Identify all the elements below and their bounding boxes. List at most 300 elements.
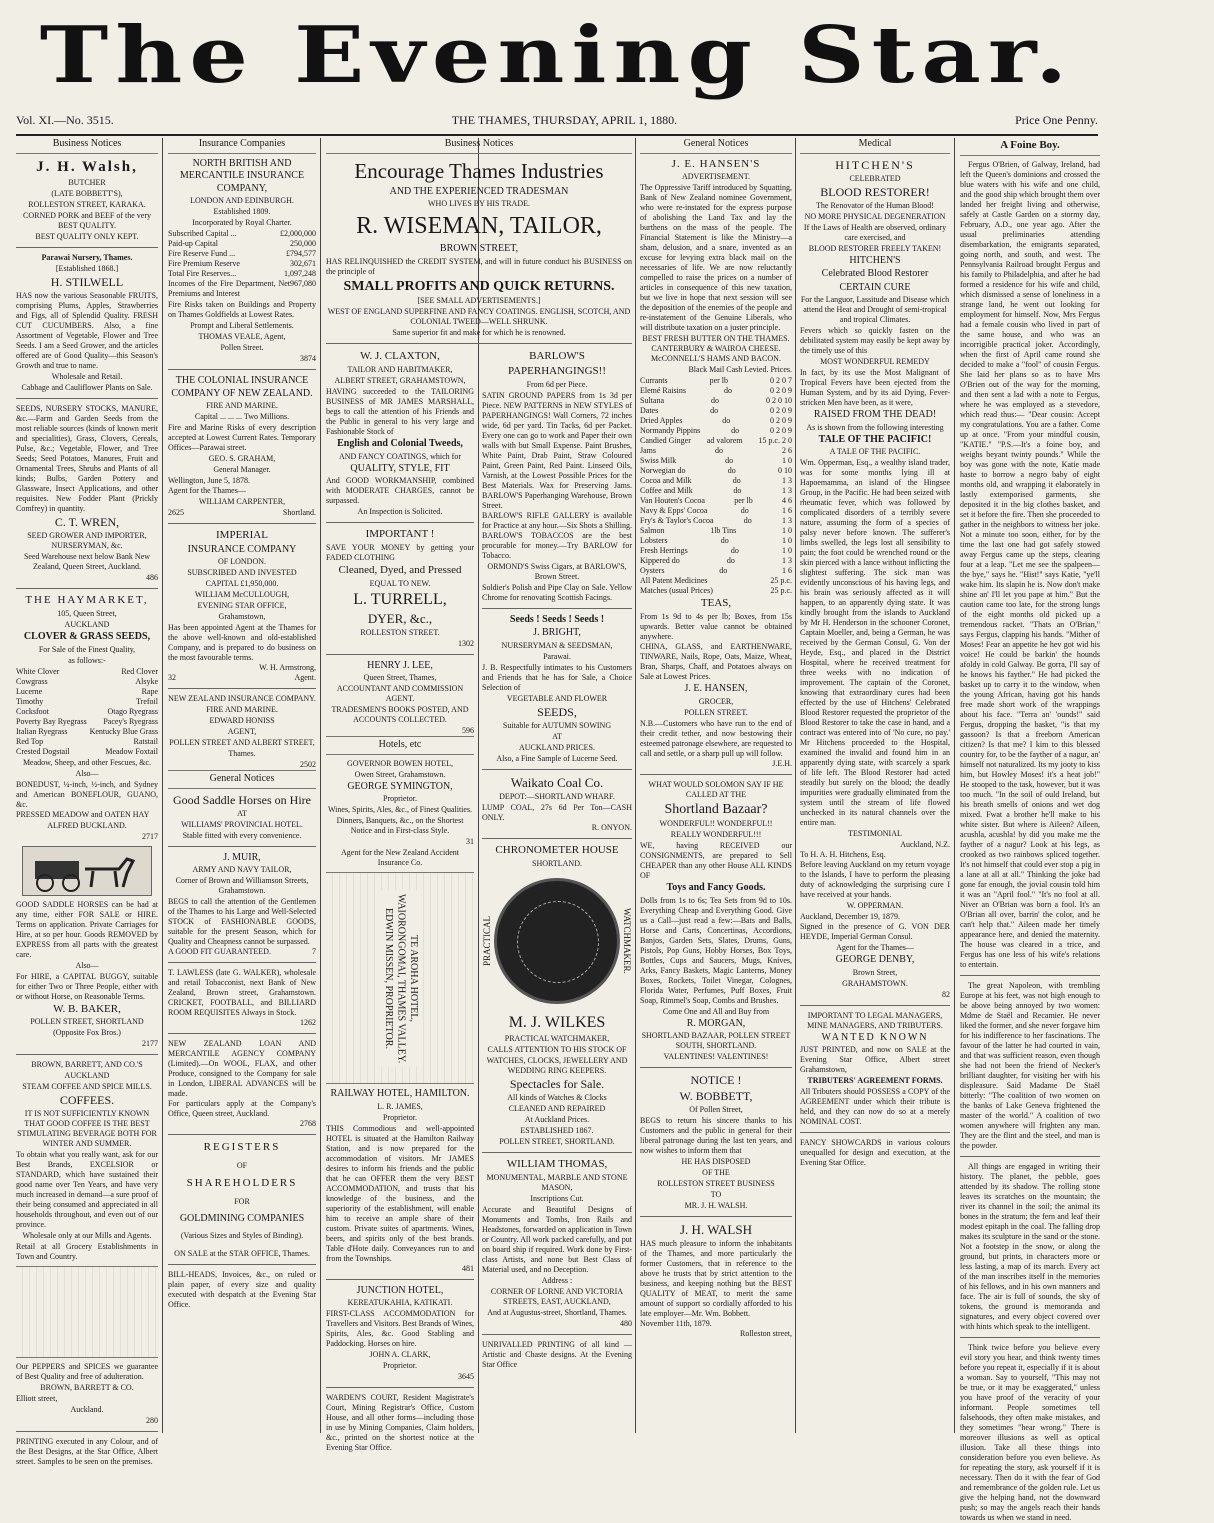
price-row-cell: do — [743, 516, 752, 526]
ad-number: 481 — [462, 1263, 474, 1273]
ad-number: 596 — [462, 726, 474, 736]
seed-row — [16, 697, 158, 707]
price-row — [640, 576, 792, 586]
rotated-ad — [377, 890, 423, 1067]
ad-footer — [168, 673, 316, 683]
watch-row — [482, 870, 632, 1012]
ad-heading: R. MORGAN, — [686, 1017, 746, 1029]
ad-text: POLLEN STREET. — [684, 707, 748, 717]
ad-text: AGENT, — [227, 727, 257, 737]
ad-text: HAVING succeeded to the TAILORING BUSINESS of MR JAMES MARSHALL, begs to call the attention of his Friends and the Public in general to his very large and Fashionable Stock of — [326, 387, 474, 436]
ad-heading: BLOOD RESTORER! — [820, 184, 930, 199]
price-row-cell: Fry's & Taylor's Cocoa — [640, 516, 714, 526]
ad-number: 480 — [620, 1318, 632, 1328]
ad-text: FIRST-CLASS ACCOMMODATION for Travellers and Visitors. Best Brands of Wines, Spirits, Ales, &c. Good Stabling and Paddocking. Horses on hire. — [326, 1309, 474, 1349]
ad-number: 7 — [312, 947, 316, 957]
divider — [800, 1005, 950, 1006]
ad-text: ADVERTISEMENT. — [681, 172, 751, 182]
ad-text: TO — [710, 1190, 722, 1199]
ad-text: BARLOW'S TOBACCOS are the best procurable for money.—Try BARLOW for Tobacco. — [482, 530, 632, 560]
price-row-cell: 1 0 — [781, 456, 792, 466]
ad-text: TAILOR AND HABITMAKER, — [347, 365, 453, 374]
article-title: A Foine Boy. — [960, 139, 1100, 156]
ad-heading: Good Saddle Horses on Hire — [173, 792, 311, 807]
price-row-cell: 0 10 — [777, 466, 792, 476]
ad-text: ROLLESTON STREET BUSINESS — [657, 1179, 775, 1188]
section-heading: Hotels, etc — [326, 736, 474, 755]
price-row-cell: per lb — [734, 496, 753, 506]
ad-text: W. H. Armstrong, — [259, 663, 316, 673]
seed-row-cell: White Clover — [16, 666, 60, 676]
price-row — [640, 526, 792, 536]
ad-heading: GOLDMINING COMPANIES — [179, 1212, 305, 1224]
seed-row — [16, 707, 158, 717]
price-row-cell: 2 6 — [782, 446, 792, 456]
ad-text: SUBSCRIBED AND INVESTED — [187, 568, 297, 578]
ad-text: CORNER OF LORNE AND VICTORIA STREETS, EAST, AUCKLAND, — [490, 1286, 624, 1306]
ad-text: Brown Street, — [852, 967, 898, 977]
ad-footer — [168, 508, 316, 518]
column-7 — [960, 138, 1100, 1522]
ad-text: PRACTICAL WATCHMAKER, — [504, 1033, 610, 1043]
ad-text: AT — [237, 808, 247, 818]
ad-text: Agent for the Thames— — [168, 486, 246, 495]
ad-text: Elliott street, — [16, 1394, 58, 1404]
price-row-cell: Lobsters — [640, 536, 668, 546]
column-6 — [800, 138, 950, 1433]
column-rule — [162, 138, 163, 1433]
price-row — [640, 476, 792, 486]
price-row-cell: Currants — [640, 376, 668, 386]
ad-number: 2717 — [142, 831, 158, 841]
price-row — [640, 416, 792, 426]
ad-heading: BARLOW'S — [529, 350, 585, 363]
ad-text: OF THE — [702, 1168, 730, 1177]
divider — [482, 838, 632, 839]
article-text: Fergus O'Brien, of Galway, Ireland, had left the Queen's dominions and crossed the blue waters with his wife and one child, and the good ship which brought them over landed her freight living and otherwise, safely at Castle Garden on a stormy day, February, A.D., one year ago. After the usual preliminaries attending disembarkation, the emigrants separated, going north, and south, and west. The Pennsylvania Railroad brought Fergus and his family to Philadelphia, and after he had formed a residence for his wife and child, which dismissed a sense of loneliness in a strange land, he went out looking for employment for himself. Now, Mrs Fergus had a female cousin who lived in part of the same house, and who was an incorrigible practical joker. Accordingly, when the first of April came round she decided to make a "fool" of cousin Fergus. She laid her plans so as to have Mrs O'Brien out of the way for the morning, and then sent a lad with a note to Fergus, where he was employed as a stevedore, which read thus:— "Dear cousin: Accept my congratulations. You are a father. Come up at once. "From your mindful cousin, "KATIE." "P.S.—It's a foine boy, and weighs beyant twinty pounds." While the boy was gone with the note, Katie made haste to borrow a negro baby of eight months old, and wrapping it elaborately in lastly extemporised garments, she deposited it in the big clothes basket, and set it before the fire. Then she proceeded to gather in the neighbors to witness her joke. Not a minute too soon, either, for by the time the last one had got safely stowed away Fergus came up the steps, clearing four at a leap. "Let me see the spalpeen—the bye," says he. "Hist!" says Katie, "ye'll wake him. Its slapin he is. Now don't make shine an' I'll let you pape at him." But the caution came too late, for the strong lungs of the eight months old picked up a tremendous racket. "Thats an O'Brian," says Fergus, clapping his hands. "Mither of Moses! Fear an appetite he hev got wid his voice! He could be barkin' the hounds afoldy in cold Galway. Be gorra, I'll say of he knows his fayther." He had picked the basket up to carry it to the window, when the young African, having got his hands free made short work of the wrappings about his face. "Terra an' 'ounds!" said Fergus, dropping the basket, "is that my gassoon? Is that a freeborn American citizen? Is that me? I kim to this blessed country for, to be the fayther of a nagur, an' himself not naturalized. Its my jooty to kiss him, but Howley Moses! it's a heat job!" He stooped to the task, however, but it was too much. "In the soil of ould Ireland, but his breath smells of onions and wet dog mixed. Fwat a brother he'll make to his white sister. But where is Aileen? Aileen, acushla, acushla! by did you make me the fayther of a nagur? Look at his legs, as crooked as two rainbows spliced together. It's not himself that could ever stop a pig in a lane at all at all." Thinking the joke had gone far enough, the jovial cousin told him it was an "April fool." "It's no fool at all. Niver an O'Brian was born a fool. It's an O'Brian all over, barrin' the color, and he can't help that." Aileen made her timely appearance here, and denied the maternity. The house was cleared in a trice, and Fergus has one less of his wife's relations to entertain. — [960, 159, 1100, 969]
price-row-cell: Cocoa and Milk — [640, 476, 692, 486]
ad-number: 32 — [168, 673, 176, 683]
price-row-cell: do — [710, 406, 719, 416]
ad-text: WILLIAM CARPENTER, — [198, 497, 286, 506]
price-row-cell: Fresh Herrings — [640, 546, 688, 556]
ad-text: EDWARD HONISS — [209, 716, 275, 726]
ad-text: CELEBRATED — [849, 173, 901, 183]
ad-text: Also— — [75, 768, 99, 778]
price-row-cell: 0 2 0 9 — [769, 426, 792, 436]
ad-text: All kinds of Watches & Clocks — [507, 1092, 607, 1102]
capital-row-cell: Incomes of the Fire Department, Net Premiums and Interest — [168, 279, 290, 298]
ad-heading: Toys and Fancy Goods. — [666, 882, 766, 893]
price-row-cell: 1 3 — [781, 476, 792, 486]
ad-heading: J. E. HANSEN'S — [671, 157, 761, 170]
ad-heading: Seeds ! Seeds ! Seeds ! — [509, 613, 605, 625]
ad-text: EQUAL TO NEW. — [369, 578, 431, 588]
section-heading: Medical — [800, 138, 950, 154]
price-row-cell: Coffee and Milk — [640, 486, 693, 496]
column-5 — [640, 138, 792, 1433]
ad-number: 280 — [146, 1416, 158, 1426]
ad-text: Dolls from 1s to 6s; Tea Sets from 9d to 10s. Everything Cheap and Everything Good. Give us a Call—just read a few:—Bats and Balls, Horse and Carts, Concertinas, Accordions, Banjos, Garden Sets, Slates, Drums, Guns, Pistols, Pop Guns, Hobby Horses, Box Toys, Bottles, Cups and Saucers, Mugs, Knives, Arks, Fancy Baskets, Magic Lanterns, Money Boxes, Rockets, Toilet Vinegar, Colognes, Florida Water, Perfumes, Puff Boxes, Fruit Soap, Rimmel's Soap, Combs and Brushes. — [640, 895, 792, 1005]
ad-text: R. ONYON. — [591, 823, 632, 832]
capital-row-cell: Total Fire Reserves... — [168, 269, 237, 278]
capital-row-cell: £2,000,000 — [280, 229, 316, 238]
ad-heading: IMPERIAL — [216, 529, 268, 541]
seed-row-cell: Timothy — [16, 696, 44, 706]
ad-text: Auckland, December 19, 1879. — [800, 912, 900, 921]
seed-row-cell: Cocksfoot — [16, 706, 49, 716]
ad-text: HAS RELINQUISHED the CREDIT SYSTEM, and will in future conduct his BUSINESS on the principle of — [326, 256, 632, 276]
ad-heading: J. E. HANSEN, — [684, 683, 748, 694]
ad-heading: THE HAYMARKET, — [25, 594, 149, 607]
divider — [16, 1054, 158, 1055]
ad-text: ORMOND'S Swiss Cigars, at BARLOW'S, Brown Street. — [487, 561, 627, 581]
ad-text: STEAM COFFEE AND SPICE MILLS. — [22, 1082, 152, 1092]
price-row-cell: do — [724, 386, 732, 396]
ad-heading: Encourage Thames Industries — [354, 158, 604, 183]
price-row-cell: 1 6 — [781, 566, 792, 576]
price-row-cell: 0 2 0 9 — [770, 416, 792, 426]
ad-text: ROLLESTON STREET, KARAKA. — [28, 200, 146, 210]
ad-number: 1262 — [300, 1018, 316, 1028]
ad-text: AUCKLAND — [64, 1071, 110, 1081]
price-row-cell: do — [719, 566, 728, 576]
ad-heading: GEORGE DENBY, — [835, 954, 915, 965]
ad-heading: J. MUIR, — [223, 851, 261, 863]
divider — [960, 975, 1100, 976]
ad-text: SHORTLAND. — [532, 858, 582, 868]
ad-text: AUCKLAND — [64, 620, 110, 629]
ad-number: 3874 — [300, 354, 316, 363]
price-row-cell: do — [726, 556, 735, 566]
ad-text: Wines, Spirits, Ales, &c., of Finest Qualities. — [327, 805, 473, 815]
divider — [16, 588, 158, 589]
price-row-cell: 1 3 — [781, 516, 792, 526]
ad-text: IT IS NOT SUFFICIENTLY KNOWN THAT GOOD COFFEE IS THE BEST STIMULATING BEVERAGE BOTH FOR WINTER AND SUMMER. — [17, 1109, 157, 1149]
ad-heading: Waikato Coal Co. — [510, 774, 604, 790]
ad-text: PRACTICAL — [482, 915, 492, 966]
price-row-cell: Dates — [640, 406, 659, 416]
ad-text: November 11th, 1879. — [640, 1319, 712, 1329]
ad-heading: SEEDS, — [537, 704, 577, 719]
column-rule — [795, 138, 796, 1433]
ad-text: [SEE SMALL ADVERTISEMENTS.] — [417, 296, 541, 306]
ad-text: Stable fitted with every convenience. — [182, 830, 302, 840]
divider — [168, 962, 316, 963]
ad-heading: SMALL PROFITS AND QUICK RETURNS. — [343, 278, 615, 294]
ad-text: VEGETABLE AND FLOWER — [506, 693, 608, 703]
ad-text: BARLOW'S RIFLE GALLERY is available for Practice at any hour.—Six Shots a Shilling. — [482, 510, 632, 530]
ad-text: Seed Warehouse next below Bank New Zealand, Queen Street, Auckland. — [23, 552, 151, 572]
price-row — [640, 536, 792, 546]
ad-text: Agent for the New Zealand Accident Insurance Co. — [341, 848, 459, 868]
ad-text: JUST PRINTED, and now on SALE at the Evening Star Office, Albert street Grahamstown, — [800, 1045, 950, 1074]
ad-text: (Opposite Fox Bros.) — [53, 1028, 121, 1038]
ad-text: Come One and All and Buy from — [662, 1006, 770, 1016]
ad-text: BLOOD RESTORER FREELY TAKEN! — [808, 243, 942, 253]
price-row — [640, 566, 792, 576]
ad-number: 31 — [466, 837, 474, 847]
ad-heading: R. WISEMAN, TAILOR, — [356, 213, 602, 240]
ad-heading: Parawai Nursery, Thames. — [41, 253, 133, 263]
price-row — [640, 436, 792, 446]
ad-heading: J. H. Walsh, — [36, 158, 138, 175]
ad-text: Proprietor. — [383, 794, 417, 804]
seed-row-cell: Red Clover — [121, 666, 158, 676]
ad-text: Address : — [541, 1275, 573, 1285]
ad-heading: CERTAIN CURE — [839, 281, 911, 293]
price-row-cell: do — [733, 486, 742, 496]
ad-text: PRINTING executed in any Colour, and of the Best Designs, at the Star Office, Albert street. Samples to be seen on the premises. — [16, 1437, 158, 1467]
ad-text: A TALE OF THE PACIFIC. — [829, 447, 921, 456]
ad-heading: W. J. CLAXTON, — [360, 350, 440, 363]
price-row-cell: Elemé Raisins — [640, 386, 686, 396]
ad-text: GRAHAMSTOWN. — [842, 978, 908, 988]
ad-text: For particulars apply at the Company's Office, Queen street, Auckland. — [168, 1099, 316, 1119]
ad-text: An Inspection is Solicited. — [357, 507, 443, 516]
ad-text: Our PEPPERS and SPICES we guarantee of Best Quality and free of adulteration. — [16, 1362, 158, 1382]
price-row-cell: 15 p.c. 2 0 — [758, 436, 792, 446]
ad-text: Corner of Brown and Williamson Streets, Grahamstown. — [175, 876, 309, 896]
ad-text: In fact, by its use the Most Malignant of Tropical Fevers have been ejected from the Human System, and by its aid Dying, Fever-stricken Men have been, as it were, — [800, 368, 950, 407]
ad-text: POLLEN STREET AND ALBERT STREET, — [169, 738, 315, 748]
ad-heading: HITCHEN'S — [835, 157, 915, 172]
ad-text: Wm. Opperman, Esq., a wealthy island trader, was for some months lying ill at Hapoemamma, an island of the Hingsee Group, in the Pacific. He had been seized with rheumatic fever, which was followed by complicated disorders of a terribly severe nature, assuming the form of a species of palsy never before known. The sufferer's limbs swelled, the legs lost all sensibility to pain; the foot could be wrenched round or the skin pierced with a lance without inflicting the slightest suffering. The sick man was evidently unconscious of his having legs, and his brain was seriously affected as it will happen, to an apparently dying state. It was kindly brought from the islands to Auckland by Mr H. Henderson in the schooner Coronet, Captain Moeller, and, being a German, he was received by the German Consul, G. Von der Heyde, Esq., and placed in the District Hospital, where he received treatment for three weeks with no indication of improvement. The captain of the Coronet, knowing that extraordinary cures had been effected by the use of Hitchens' Celebrated Blood Restorer requested the proprietor of the Blood Restorer to take the case in hand, and a contract was entered into of 'No cure, no pay.' Mr Hitchens proceeded to the Hospital, examined the invalid and found him in an apparently dying state, with scarcely a spark of life left. The Blood Restorer had acted steadily but surely on the blood; the deadly impurities were gradually eliminated from the system until the stream of life flowed unchecked in its natural channels over the entire man. — [800, 458, 950, 827]
price-row — [640, 496, 792, 506]
price-row-cell: 0 2 0 7 — [770, 376, 792, 386]
ad-text: BUTCHER — [68, 178, 106, 188]
ad-heading: M. J. WILKES — [508, 1013, 606, 1031]
price-row-cell: 0 2 0 10 — [766, 396, 792, 406]
price-row-cell: Van Houten's Cocoa — [640, 496, 705, 506]
ad-text: OF — [236, 1161, 248, 1170]
ad-text: VALENTINES! VALENTINES! — [663, 1052, 769, 1061]
ad-text: SAVE YOUR MONEY by getting your FADED CLOTHING — [326, 542, 474, 562]
ad-text: NURSERYMAN & SEEDSMAN, — [501, 640, 613, 650]
price-row-cell: Candied Ginger — [640, 436, 691, 446]
column-1 — [16, 138, 158, 1467]
ad-text: AND THE EXPERIENCED TRADESMAN — [389, 185, 569, 197]
ad-text: DEPOT:—SHORTLAND WHARF. — [499, 792, 615, 801]
ad-text: ACCOUNTANT AND COMMISSION AGENT. — [336, 684, 464, 704]
ad-text: Rolleston street, — [740, 1329, 792, 1339]
price-row — [640, 506, 792, 516]
te-aroha-hotel-ad — [326, 872, 474, 1084]
ad-text: HAS now the various Seasonable FRUITS, comprising Plums, Apples, Strawberries and Figs, all of Splendid Quality. FRESH CUT CUCUMBERS. Also, a fine Assortment of Vegetable, Flower and Tree Seeds. I am a Seed Grower, and the articles offered are of Good Quality—this Season's Growth and true to name. — [16, 291, 158, 371]
ad-text: MR. J. H. WALSH. — [684, 1201, 748, 1210]
price-row — [640, 426, 792, 436]
ad-heading: TE AROHA HOTEL, — [407, 934, 419, 1022]
ad-heading: H. STILWELL — [50, 275, 124, 290]
ad-heading: CHRONOMETER HOUSE — [495, 844, 619, 856]
ad-text: Retail at all Grocery Establishments in Town and Country. — [16, 1242, 158, 1262]
ad-text: Also, a Fine Sample of Lucerne Seed. — [496, 753, 618, 763]
ad-text: Fire and Marine Risks of every description accepted at Lowest Current Rates. Temporary Offices—Parawai street. — [168, 423, 316, 452]
capital-table — [168, 229, 316, 299]
seed-row — [16, 747, 158, 757]
place-date: THE THAMES, THURSDAY, APRIL 1, 1880. — [451, 112, 678, 127]
ad-text: For Sale of the Finest Quality, — [38, 644, 136, 654]
ad-text: ARMY AND NAVY TAILOR, — [192, 865, 292, 875]
column-rule — [954, 138, 955, 1433]
price-row-cell: do — [740, 506, 749, 516]
ad-text: And at Augustus-street, Shortland, Thames. — [487, 1307, 627, 1317]
ad-heading: TEAS, — [700, 597, 732, 610]
ad-text: Thames. — [228, 749, 256, 759]
ad-heading: IMPORTANT TO LEGAL MANAGERS, MINE MANAGERS, AND TRIBUTERS. — [807, 1010, 943, 1030]
ad-text: Auckland, N.Z. — [900, 840, 950, 849]
ad-heading: HITCHEN'S — [849, 254, 901, 266]
seed-row-cell: Lucerne — [16, 686, 43, 696]
divider — [640, 1067, 792, 1068]
ad-text: Proprietor. — [383, 1112, 417, 1122]
ad-heading: Spectacles for Sale. — [509, 1076, 605, 1091]
price-row-cell: Sultana — [640, 396, 664, 406]
ad-text: All Tributers should POSSESS a COPY of the AGREEMENT under which their tribute is held, and they can now do so at a merely NOMINAL COST. — [800, 1087, 950, 1126]
ad-text: WEST OF ENGLAND SUPERFINE AND FANCY COATINGS. ENGLISH, SCOTCH, AND COLONIAL TWEED—WELL SHRUNK. — [327, 307, 631, 327]
price-row-cell: 25 p.c. — [770, 576, 792, 586]
ad-text: LUMP COAL, 27s 6d Per Ton—CASH ONLY. — [482, 803, 632, 822]
ad-heading: PAPERHANGINGS!! — [508, 365, 606, 377]
ad-text: From 1s 9d to 4s per lb; Boxes, from 15s upwards. Better value cannot be obtained anywhere. — [640, 612, 792, 641]
ad-text: ALFRED BUCKLAND. — [47, 820, 127, 830]
capital-row-cell: Paid-up Capital — [168, 239, 218, 248]
ad-heading: COFFEES. — [59, 1093, 115, 1108]
ad-text: (LATE BOBBETT'S), — [51, 189, 123, 199]
ad-text: NEW ZEALAND LOAN AND MERCANTILE AGENCY COMPANY (Limited).—On WOOL, FLAX, and other Produce, consigned to the Company for sale in London, LIBERAL ADVANCES will be made. — [168, 1039, 316, 1099]
price-row-cell: do — [730, 546, 739, 556]
price-row-cell: 1lb Tins — [710, 526, 737, 536]
ad-heading: J. H. WALSH — [680, 1222, 752, 1237]
ad-heading: CLOVER & GRASS SEEDS, — [23, 631, 151, 642]
seed-row-cell: Poverty Bay Ryegrass — [16, 716, 87, 726]
divider — [16, 1431, 158, 1432]
ad-heading: NEW ZEALAND INSURANCE COMPANY. — [168, 694, 316, 704]
price-row — [640, 396, 792, 406]
ad-text: Prompt and Liberal Settlements. — [190, 321, 294, 330]
column-3 — [326, 138, 632, 1453]
ad-number: 82 — [942, 989, 950, 999]
ad-text: GROCER, — [698, 696, 734, 706]
ad-number: 2177 — [142, 1039, 158, 1049]
ad-text: T. LAWLESS (late G. WALKER), wholesale and retail Tobacconist, next Bank of New Zealand, Brown street, Grahamstown. CRICKET, FOOTBALL, and BILLIARD ROOM REQUISITES Always in Stock. — [168, 968, 316, 1018]
ad-text: WHAT WOULD SOLOMON SAY IF HE CALLED AT THE — [648, 779, 784, 799]
divider — [168, 688, 316, 689]
ad-heading: TALE OF THE PACIFIC! — [818, 433, 932, 445]
ad-text: WARDEN'S COURT, Resident Magistrate's Court, Mining Registrar's Office, Custom House, and all other forms—including those in use by Mining Companies, Claim holders, &c., printed on the shortest notice at the Evening Star Office. — [326, 1393, 474, 1453]
divider — [326, 1387, 474, 1388]
ad-text: Capital ... ... ... Two Millions. — [194, 412, 290, 421]
ad-text: LONDON AND EDINBURGH. — [190, 196, 294, 205]
ad-heading: DYER, &c., — [367, 610, 433, 626]
price-row-cell: Oysters — [640, 566, 665, 576]
ad-text: BEST FRESH BUTTER ON THE THAMES. CANTERBURY & WAIROA CHEESE. McCONNELL'S HAMS AND BACON. — [642, 334, 790, 364]
section-heading: Insurance Companies — [168, 138, 316, 154]
price-row-cell: 4 6 — [781, 496, 792, 506]
divider — [326, 343, 632, 344]
ad-number: 2625 — [168, 508, 184, 517]
seed-row-cell: Crested Dogstail — [16, 746, 70, 756]
ad-text: Wellington, June 5, 1878. — [168, 476, 251, 485]
ad-text: Accurate and Beautiful Designs of Monuments and Tombs, Iron Rails and Headstones, forwarded on application in Town or Country. All work packed carefully, and put on board ship if required. Work done by First-class Artists, and none but Best Class of Material used, and no Deception. — [482, 1204, 632, 1274]
dateline — [16, 110, 1098, 136]
ad-heading: GOVERNOR BOWEN HOTEL, — [347, 758, 453, 768]
ad-text: Cabbage and Cauliflower Plants on Sale. — [21, 383, 153, 393]
capital-row-cell: Subscribed Capital ... — [168, 229, 237, 238]
ad-text: Proprietor. — [383, 1361, 417, 1371]
ad-text: ESTABLISHED 1867. — [520, 1125, 594, 1135]
ad-text: as follows:- — [68, 655, 106, 665]
column-4 — [482, 349, 632, 1453]
price-row — [640, 546, 792, 556]
divider — [168, 369, 316, 370]
ad-text: To H. A. H. Hitchens, Esq. — [800, 850, 886, 859]
price-row — [640, 406, 792, 416]
ad-text: BROWN, BARRETT & CO. — [40, 1383, 134, 1393]
ad-text: The Renovator of the Human Blood! — [816, 200, 934, 210]
seed-row — [16, 667, 158, 677]
capital-row — [168, 249, 316, 259]
article-text: The great Napoleon, with trembling Europe at his feet, was not high enough to be above being annoyed by two women: Mdme de Staël and Recamier. He never liked the former, and she never forgave him for his indifference to her fascinations. The favour of the latter he had courted in vain, and that was sufficient reason, even though she had not been the friend of Necker's brilliant daughter, for visiting her with his displeasure. Said Madame De Staël bitterly: "The coalition of two women on the banks of Lake Geneva frightened the master of the world." A coalition of two women anywhere will frighten any man. They are the flint and the steel, and man is the powder. — [960, 980, 1100, 1150]
ad-footer — [168, 947, 316, 957]
ad-text: WAIORONGOMAI, THAMES VALLEY. — [395, 893, 407, 1063]
price-row-cell: 1 0 — [781, 526, 792, 536]
price-row-cell: 1 0 — [782, 536, 792, 546]
ad-number: 2502 — [300, 760, 316, 770]
ad-text: J. B. Respectfully intimates to his Customers and Friends that he has for Sale, a Choice Selection of — [482, 662, 632, 692]
ad-text: Inscriptions Cut. — [530, 1193, 584, 1203]
column-3-left — [326, 349, 474, 1453]
ad-text: Signed in the presence of G. VON DER HEYDE, Imperial German Consul. — [800, 922, 950, 941]
ad-text: WILLIAM McCULLOUGH, — [194, 590, 290, 600]
ad-text: AND FANCY COATINGS, which for — [339, 451, 461, 461]
ad-text: J.E.H. — [772, 758, 792, 768]
capital-row — [168, 259, 316, 269]
ad-heading: TRIBUTERS' AGREEMENT FORMS. — [807, 1076, 943, 1085]
ad-text: Also— — [75, 960, 99, 970]
ad-text: WATCHES, CLOCKS, JEWELLERY AND WEDDING RING KEEPERS. — [486, 1055, 628, 1075]
price-row-cell: ad valorem — [706, 436, 743, 446]
divider — [168, 1264, 316, 1265]
price-row-cell: 0 2 0 9 — [770, 406, 792, 416]
ad-heading: English and Colonial Tweeds, — [337, 438, 463, 449]
ad-text: SHORTLAND BAZAAR, POLLEN STREET SOUTH, SHORTLAND. — [641, 1031, 791, 1050]
price-row-cell: do — [722, 416, 731, 426]
ad-heading: WILLIAM THOMAS, — [506, 1157, 608, 1170]
ad-text: BONEDUST, ¼-inch, ½-inch, and Sydney and American BONEFLOUR, GUANO, &c. — [16, 779, 158, 809]
section-heading: Business Notices — [16, 138, 158, 154]
ad-heading: RAISED FROM THE DEAD! — [813, 409, 937, 420]
price-row-cell: Matches (usual Prices) — [640, 586, 713, 596]
ad-text: Meadow, Sheep, and other Fescues, &c. — [22, 757, 152, 767]
ad-text: Parawai. — [543, 651, 571, 661]
capital-row — [168, 269, 316, 279]
ad-text: Queen Street, Thames, — [363, 673, 437, 683]
ad-text: CLEANED AND REPAIRED — [508, 1103, 606, 1113]
ad-heading: Celebrated Blood Restorer — [821, 268, 929, 279]
price-row-cell: 1 3 — [781, 486, 792, 496]
column-3-split — [326, 349, 632, 1453]
capital-row-cell: £794,577 — [286, 249, 316, 258]
price-row-cell: 1 6 — [782, 506, 792, 516]
price-row-cell: Norwegian do — [640, 466, 686, 476]
ad-heading: JUNCTION HOTEL, — [356, 1284, 444, 1296]
ad-text: THIS Commodious and well-appointed HOTEL is situated at the Hamilton Railway Station, and is now prepared for the accommodation of visitors. Mr JAMES desires to inform his friends and the public that he can OFFER them the very BEST ACCOMMODATION, and trusts that his knowledge of the business, and the superiority of the establishment, will enable him to receive an ample share of their custom. Private suites of apartments. Wines, beers, and spirits only of the best brands. Table d'Hote daily. Conveyances run to and from the Townships. — [326, 1123, 474, 1263]
ad-number: 3645 — [458, 1372, 474, 1382]
price-row-cell: do — [727, 466, 736, 476]
seed-row-cell: Otago Ryegrass — [107, 706, 158, 716]
ad-text: (Various Sizes and Styles of Binding). — [180, 1231, 304, 1241]
